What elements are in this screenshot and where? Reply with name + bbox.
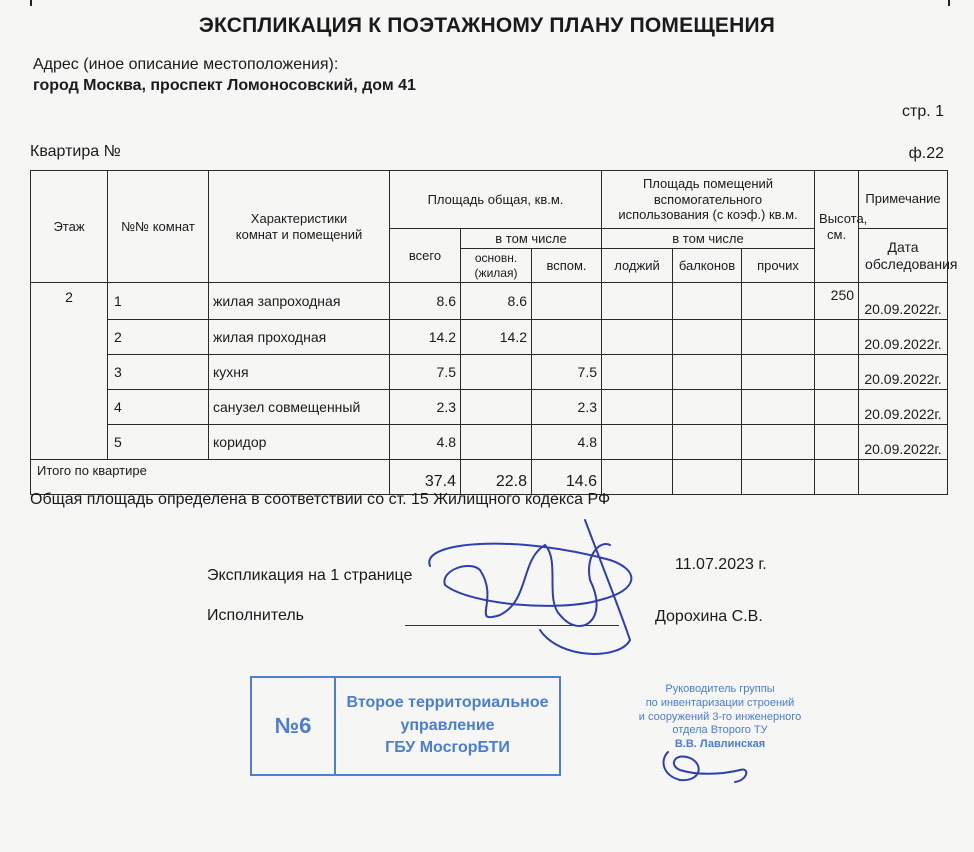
header-rooms: №№ комнат: [108, 171, 209, 283]
area-main: [461, 425, 532, 460]
totals-area-main: 22.8: [461, 460, 532, 495]
totals-note: [859, 460, 948, 495]
totals-row: [31, 460, 948, 495]
area-total: 8.6: [390, 283, 461, 320]
area-loggias: [602, 283, 673, 320]
area-total: 2.3: [390, 390, 461, 425]
header-auxiliary-group: Площадь помещений вспомогательного использования (с коэф.) кв.м.: [602, 171, 815, 229]
floor-cell: 2: [31, 283, 108, 460]
area-main: 14.2: [461, 320, 532, 355]
room-characteristic: санузел совмещенный: [209, 390, 390, 425]
address-label: Адрес (иное описание местоположения):: [33, 56, 339, 73]
area-balconies: [673, 425, 742, 460]
area-balconies: [673, 355, 742, 390]
area-aux: 2.3: [532, 390, 602, 425]
table-row: [31, 320, 948, 355]
header-main-living: основн. (жилая): [461, 249, 532, 283]
executor-name: Дорохина С.В.: [655, 608, 763, 625]
area-loggias: [602, 320, 673, 355]
header-floor: Этаж: [31, 171, 108, 283]
height-cell: 250: [815, 283, 859, 320]
table-row: [31, 355, 948, 390]
area-total: 4.8: [390, 425, 461, 460]
survey-date: 20.09.2022г.: [859, 390, 948, 425]
area-main: 8.6: [461, 283, 532, 320]
explication-table: [30, 170, 958, 495]
header-loggias: лоджий: [602, 249, 673, 283]
room-characteristic: кухня: [209, 355, 390, 390]
area-total: 14.2: [390, 320, 461, 355]
header-total: всего: [390, 229, 461, 283]
survey-date: 20.09.2022г.: [859, 283, 948, 320]
area-loggias: [602, 390, 673, 425]
area-loggias: [602, 355, 673, 390]
totals-other: [742, 460, 815, 495]
top-border-lines: [30, 0, 950, 6]
executor-signature: [429, 520, 631, 654]
area-balconies: [673, 390, 742, 425]
signature-date: 11.07.2023 г.: [675, 556, 767, 573]
totals-balconies: [673, 460, 742, 495]
header-characteristics: Характеристики комнат и помещений: [209, 171, 390, 283]
area-aux: 4.8: [532, 425, 602, 460]
room-number: 4: [108, 390, 209, 425]
executor-label: Исполнитель: [207, 607, 305, 624]
area-aux: 7.5: [532, 355, 602, 390]
header-survey-date: Дата обследования: [859, 229, 948, 283]
table-row: [31, 390, 948, 425]
area-other: [742, 320, 815, 355]
area-balconies: [673, 283, 742, 320]
room-number: 3: [108, 355, 209, 390]
header-height: Высота, см.: [815, 171, 859, 283]
room-characteristic: жилая проходная: [209, 320, 390, 355]
explication-pages: Экспликация на 1 странице: [207, 567, 413, 584]
survey-date: 20.09.2022г.: [859, 320, 948, 355]
head-stamp-line: Руководитель группы: [665, 683, 775, 695]
area-other: [742, 425, 815, 460]
stamp-text: [336, 678, 559, 774]
header-other: прочих: [742, 249, 815, 283]
head-stamp-line: по инвентаризации строений: [645, 696, 795, 709]
area-total: 7.5: [390, 355, 461, 390]
head-signature: [664, 752, 747, 782]
area-other: [742, 390, 815, 425]
totals-area-aux: 14.6: [532, 460, 602, 495]
page-number: стр. 1: [901, 103, 944, 120]
room-number: 2: [108, 320, 209, 355]
header-incl-1: в том числе: [461, 229, 602, 249]
area-aux: [532, 320, 602, 355]
height-cell: [815, 355, 859, 390]
room-characteristic: жилая запроходная: [209, 283, 390, 320]
area-other: [742, 283, 815, 320]
head-stamp-line: отдела Второго ТУ: [672, 724, 768, 737]
area-main: [461, 390, 532, 425]
area-main: [461, 355, 532, 390]
totals-height: [815, 460, 859, 495]
stamp-line: ГБУ МосгорБТИ: [385, 739, 510, 757]
survey-date: 20.09.2022г.: [859, 355, 948, 390]
header-incl-2: в том числе: [602, 229, 815, 249]
room-characteristic: коридор: [209, 425, 390, 460]
head-stamp-name: В.В. Лавлинская: [674, 738, 766, 750]
totals-loggias: [602, 460, 673, 495]
table-row: [31, 283, 948, 320]
room-number: 1: [108, 283, 209, 320]
address-value: город Москва, проспект Ломоносовский, дом 41: [33, 77, 416, 94]
signature-line: [405, 625, 619, 626]
header-area-total-group: Площадь общая, кв.м.: [390, 171, 602, 229]
table-row: [31, 425, 948, 460]
area-other: [742, 355, 815, 390]
room-number: 5: [108, 425, 209, 460]
stamp-line: управление: [400, 716, 495, 734]
area-loggias: [602, 425, 673, 460]
header-note: Примечание: [859, 171, 948, 229]
totals-label: Итого по квартире: [31, 460, 390, 495]
height-cell: [815, 390, 859, 425]
header-balconies: балконов: [673, 249, 742, 283]
stamp-line: Второе территориальное: [346, 694, 549, 712]
organization-stamp: [250, 676, 561, 776]
form-code: ф.22: [908, 145, 944, 162]
height-cell: [815, 425, 859, 460]
header-aux: вспом.: [532, 249, 602, 283]
area-balconies: [673, 320, 742, 355]
stamp-number: №6: [252, 678, 336, 774]
height-cell: [815, 320, 859, 355]
totals-area-total: 37.4: [390, 460, 461, 495]
group-head-stamp: [600, 683, 840, 752]
basis-note: Общая площадь определена в соответствии со ст. 15 Жилищного кодекса РФ: [30, 491, 611, 508]
head-stamp-line: и сооружений 3-го инженерного: [638, 710, 802, 723]
survey-date: 20.09.2022г.: [859, 425, 948, 460]
area-aux: [532, 283, 602, 320]
apartment-label: Квартира №: [30, 143, 121, 160]
document-title: ЭКСПЛИКАЦИЯ К ПОЭТАЖНОМУ ПЛАНУ ПОМЕЩЕНИЯ: [198, 14, 776, 37]
